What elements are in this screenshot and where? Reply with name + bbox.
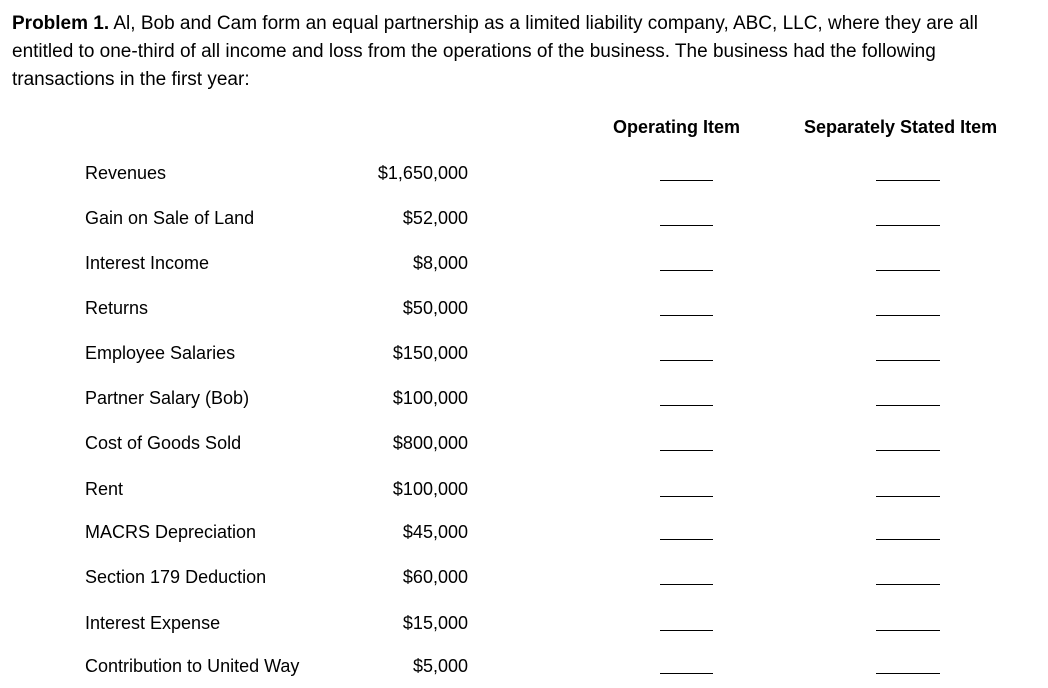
transaction-row [0,248,1048,278]
transaction-row [0,203,1048,233]
transaction-amount: $60,000 [402,567,468,587]
operating-item-blank[interactable] [660,496,713,497]
operating-item-header: Operating Item [613,117,741,137]
problem-number: Problem 1. [12,13,110,34]
transaction-amount: $150,000 [392,343,468,363]
operating-item-blank[interactable] [660,270,713,271]
transaction-amount: $1,650,000 [377,163,468,183]
separately-stated-blank[interactable] [876,360,940,361]
transaction-amount: $800,000 [392,433,468,453]
transaction-label: Section 179 Deduction [85,567,267,587]
transaction-row [0,428,1048,458]
separately-stated-blank[interactable] [876,270,940,271]
problem-statement [12,10,1037,94]
separately-stated-blank[interactable] [876,450,940,451]
transaction-label: Cost of Goods Sold [85,433,242,453]
operating-item-blank[interactable] [660,360,713,361]
transaction-amount: $8,000 [412,253,468,273]
operating-item-blank[interactable] [660,539,713,540]
operating-item-blank[interactable] [660,225,713,226]
separately-stated-blank[interactable] [876,405,940,406]
transaction-row [0,651,1048,681]
separately-stated-blank[interactable] [876,539,940,540]
transaction-row [0,383,1048,413]
transaction-label: Interest Income [85,253,210,273]
transaction-label: Contribution to United Way [85,656,300,676]
separately-stated-blank[interactable] [876,584,940,585]
transaction-row [0,608,1048,638]
separately-stated-blank[interactable] [876,180,940,181]
transaction-label: Rent [85,479,124,499]
transaction-amount: $50,000 [402,298,468,318]
transaction-row [0,338,1048,368]
transaction-row [0,474,1048,504]
operating-item-blank[interactable] [660,315,713,316]
separately-stated-blank[interactable] [876,496,940,497]
transaction-label: Returns [85,298,149,318]
transaction-amount: $52,000 [402,208,468,228]
separately-stated-item-header: Separately Stated Item [804,117,998,137]
operating-item-blank[interactable] [660,405,713,406]
transaction-label: Employee Salaries [85,343,236,363]
separately-stated-blank[interactable] [876,225,940,226]
transaction-label: Interest Expense [85,613,221,633]
transaction-row [0,293,1048,323]
transaction-amount: $45,000 [402,522,468,542]
separately-stated-blank[interactable] [876,630,940,631]
separately-stated-blank[interactable] [876,315,940,316]
transaction-label: Revenues [85,163,167,183]
transaction-label: Gain on Sale of Land [85,208,255,228]
transaction-amount: $100,000 [392,388,468,408]
operating-item-blank[interactable] [660,450,713,451]
transaction-amount: $15,000 [402,613,468,633]
transaction-row [0,517,1048,547]
transaction-amount: $100,000 [392,479,468,499]
transaction-label: MACRS Depreciation [85,522,257,542]
transaction-amount: $5,000 [412,656,468,676]
separately-stated-blank[interactable] [876,673,940,674]
problem-text: Al, Bob and Cam form an equal partnership as a limited liability company, ABC, LLC, where they are all entitled to one-third of all income and loss from the operations of the business. The business had the following transactions in the first year: [12,13,978,90]
transaction-label: Partner Salary (Bob) [85,388,250,408]
operating-item-blank[interactable] [660,180,713,181]
transaction-row [0,562,1048,592]
operating-item-blank[interactable] [660,584,713,585]
operating-item-blank[interactable] [660,630,713,631]
transaction-row [0,158,1048,188]
operating-item-blank[interactable] [660,673,713,674]
